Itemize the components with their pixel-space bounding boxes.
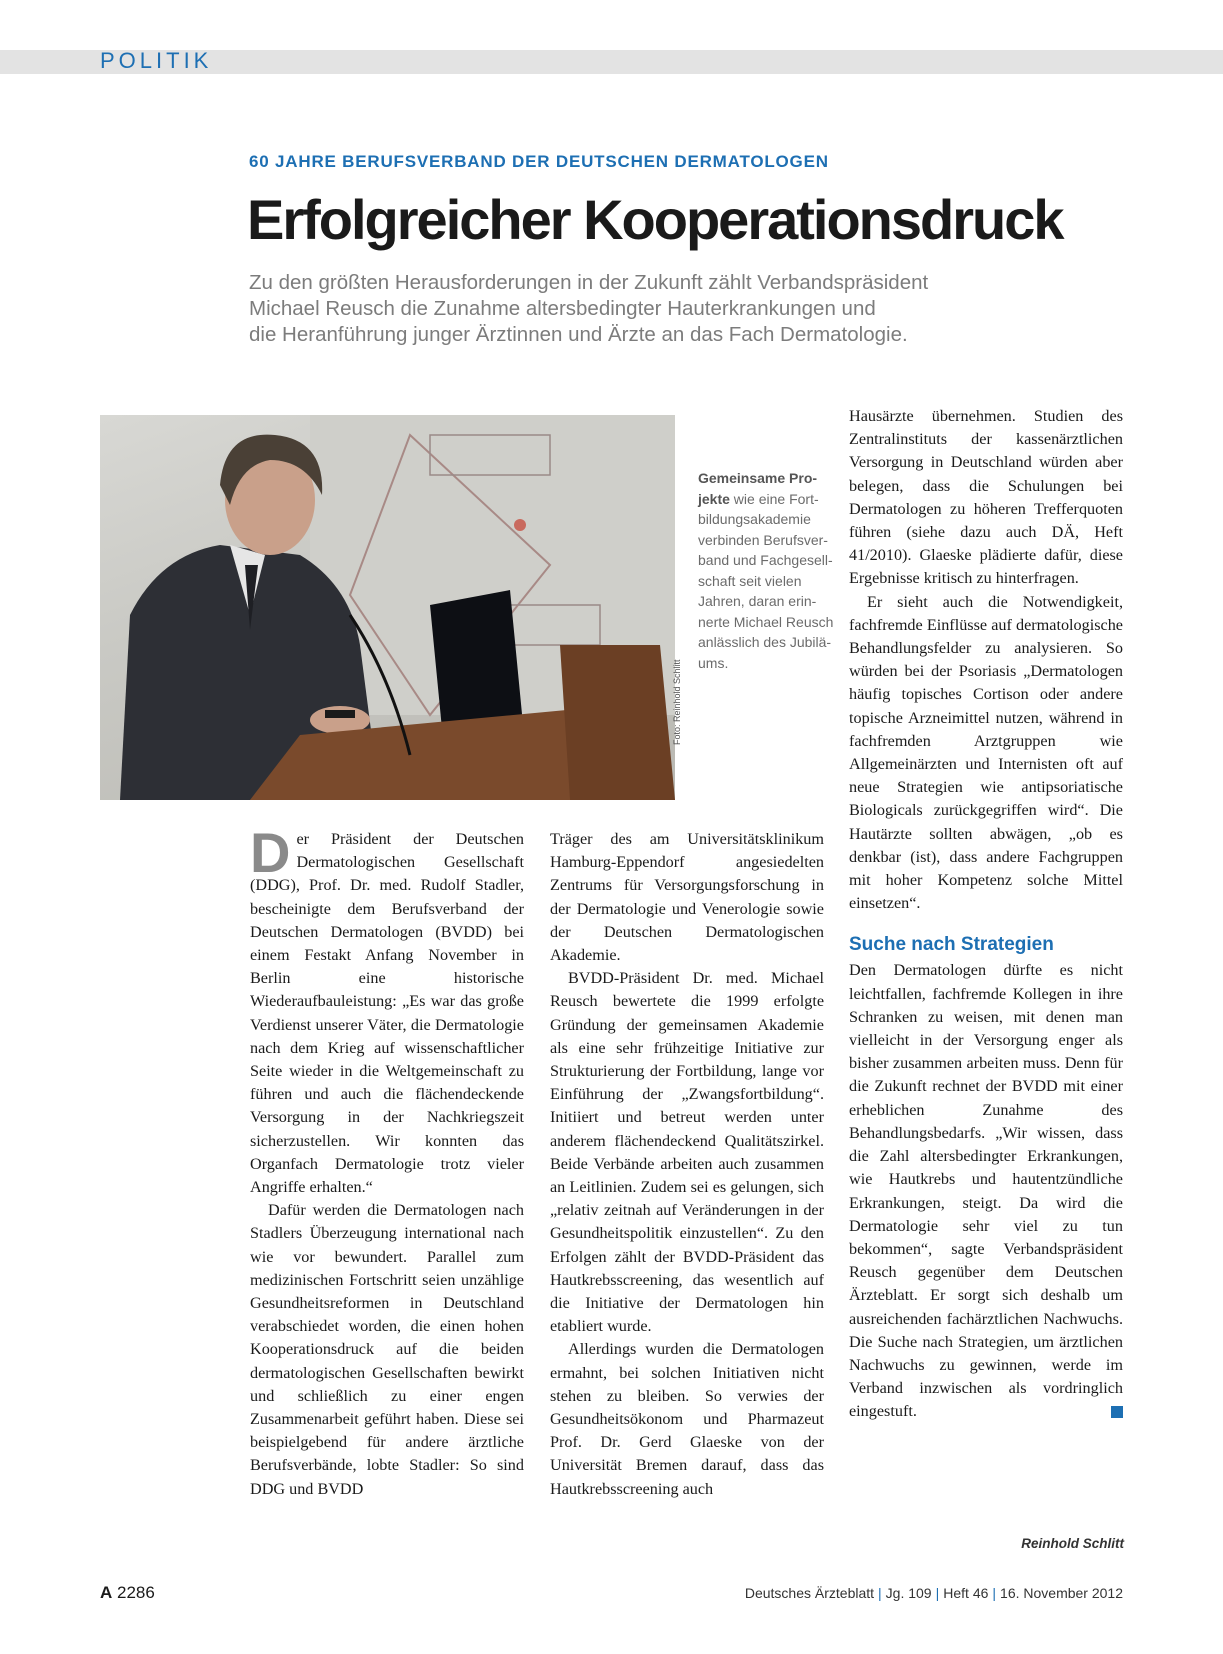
- body-paragraph: Den Dermatologen dürfte es nicht leichtfallen, fachfremde Kollegen in ihre Schranken zu weisen, mit denen man vielleicht in der Versorgung enger als bisher zusammen arbeiten muss. Denn für die Zukunft rechnet der BVDD mit einer erheblichen Zunahme des Behandlungsbedarfs. „Wir wissen, dass die Zahl altersbedingter Erkrankungen, wie Hautkrebs und hautentzündliche Erkrankungen, steigt. Da wird die Dermatologie sehr viel zu tun bekommen“, sagte Verbandspräsident Reusch gegenüber dem Deutschen Ärzteblatt. Er sorgt sich deshalb um ausreichenden fachärztlichen Nachwuchs. Die Suche nach Strategien, um ärztlichen Nachwuchs zu gewinnen, werde im Verband inzwischen als vordringlich eingestuft.: [849, 961, 1123, 1421]
- journal-issue: Heft 46: [943, 1585, 989, 1601]
- body-paragraph: Dafür werden die Dermatologen nach Stadlers Überzeugung international nach wie vor bewundert. Parallel zum medizinischen Fortschritt seien unzählige Gesundheitsreformen in Deutschland verabschiedet worden, die einen hohen Kooperationsdruck auf die beiden dermatologischen Gesellschaften bewirkt und schließlich zu einer engen Zusammenarbeit geführt haben. Diese sei beispielgebend für andere ärztliche Berufsverbände, lobte Stadler: So sind DDG und BVDD: [250, 1201, 524, 1498]
- page-number: [100, 1583, 155, 1603]
- caption-line: wie eine Fort-: [729, 490, 819, 507]
- speaker-photo-illustration: [100, 415, 675, 800]
- speaker-photo: [100, 415, 675, 800]
- article-author: Reinhold Schlitt: [1021, 1536, 1124, 1551]
- body-paragraph: Träger des am Universitätsklinikum Hamburg-Eppendorf angesiedelten Zentrums für Versorgungsforschung in der Dermatologie und Venerologie sowie der Deutschen Dermatologischen Akademie.: [550, 830, 824, 965]
- journal-volume: Jg. 109: [885, 1585, 932, 1601]
- caption-bold: Gemeinsame Pro-: [698, 470, 818, 486]
- journal-footer: Deutsches Ärzteblatt | Jg. 109 | Heft 46 | 16. November 2012: [744, 1585, 1123, 1601]
- article-lead: [249, 270, 1049, 348]
- article-kicker: 60 JAHRE BERUFSVERBAND DER DEUTSCHEN DERMATOLOGEN: [249, 152, 829, 171]
- body-paragraph: er Präsident der Deutschen Dermatologischen Gesellschaft (DDG), Prof. Dr. med. Rudolf Stadler, bescheinigte dem Berufsverband der Deutschen Dermatologen (BVDD) bei einem Festakt Anfang November in Berlin eine historische Wiederaufbauleistung: „Es war das große Verdienst unserer Väter, die Dermatologie nach dem Krieg auf wissenschaftlicher Seite wieder in die Weltgemeinschaft zu führen und auch die flächendeckende Versorgung in der Nachkriegszeit sicherzustellen. Wir konnten das Organfach Dermatologie trotz vieler Angriffe erhalten.“: [250, 830, 524, 1197]
- page-number-value: 2286: [117, 1583, 155, 1602]
- journal-date: 16. November 2012: [1000, 1585, 1123, 1601]
- body-paragraph: Er sieht auch die Notwendigkeit, fachfremde Einflüsse auf dermatologische Behandlungsfelder zu analysieren. So würden bei der Psoriasis „Dermatologen häufig topisches Cortison oder andere topische Arzneimittel nutzen, während in fachfremden Arztgruppen wie Allgemeinärzten und Internisten oft auf neue Strategien wie antipsoriatische Biologicals zurückgegriffen wird“. Die Hautärzte sollten abwägen, „ob es denkbar (ist), dass andere Fachgruppen mit hoher Kompetenz solche Mittel einsetzen“.: [849, 592, 1123, 913]
- caption-line: schaft seit vielen: [698, 572, 802, 589]
- caption-bold: jekte: [698, 490, 730, 507]
- lead-line: Zu den größten Herausforderungen in der Zukunft zählt Verbandspräsident: [249, 271, 929, 294]
- article-column-1: [250, 821, 524, 1501]
- article-title: Erfolgreicher Kooperationsdruck: [247, 188, 1063, 251]
- article-column-2: [550, 828, 824, 1501]
- caption-line: anlässlich des Jubilä-: [698, 634, 832, 650]
- subheading: Suche nach Strategien: [849, 934, 1054, 956]
- caption-line: bildungsakademie: [698, 511, 811, 527]
- caption-line: band und Fachgesell-: [698, 552, 833, 568]
- caption-line: ums.: [698, 654, 729, 671]
- caption-line: verbinden Berufsver-: [698, 531, 828, 548]
- journal-name: Deutsches Ärzteblatt: [744, 1585, 875, 1601]
- drop-cap: D: [250, 821, 291, 884]
- caption-line: Jahren, daran erin-: [698, 593, 817, 609]
- caption-line: nerte Michael Reusch: [698, 613, 834, 630]
- body-paragraph: BVDD-Präsident Dr. med. Michael Reusch bewertete die 1999 erfolgte Gründung der gemeinsamen Akademie als eine sehr frühzeitige Initiative zur Strukturierung der Fortbildung, lange vor Einführung der „Zwangsfortbildung“. Initiiert und betreut werden unter anderem flächendeckend Qualitätszirkel. Beide Verbände arbeiten auch zusammen an Leitlinien. Zudem sei es gelungen, sich „relativ zeitnah auf Veränderungen in der Gesundheitspolitik einzustellen“. Zu den Erfolgen zählt der BVDD-Präsident das Hautkrebsscreening, das wesentlich auf die Initiative der Dermatologen hin etabliert wurde.: [550, 969, 824, 1336]
- body-paragraph: Hausärzte übernehmen. Studien des Zentralinstituts der kassenärztlichen Versorgung in Deutschland würden aber belegen, dass die Schulungen bei Dermatologen zu höheren Trefferquoten führen (siehe dazu auch DÄ, Heft 41/2010). Glaeske plädierte dafür, diese Ergebnisse kritisch zu hinterfragen.: [849, 407, 1123, 588]
- photo-credit: Foto: Reinhold Schlitt: [672, 659, 682, 745]
- photo-caption: [698, 468, 836, 673]
- lead-line: die Heranführung junger Ärztinnen und Ärzte an das Fach Dermatologie.: [249, 323, 908, 346]
- page-prefix: A: [100, 1583, 113, 1602]
- end-mark-icon: [1111, 1406, 1123, 1418]
- section-label: POLITIK: [100, 48, 213, 73]
- article-column-3: [849, 405, 1123, 1424]
- lead-line: Michael Reusch die Zunahme altersbedingter Hauterkrankungen und: [249, 297, 876, 320]
- body-paragraph: Allerdings wurden die Dermatologen ermahnt, bei solchen Initiativen nicht stehen zu bleiben. So verwies der Gesundheitsökonom und Pharmazeut Prof. Dr. Gerd Glaeske von der Universität Bremen darauf, dass das Hautkrebsscreening auch: [550, 1340, 824, 1498]
